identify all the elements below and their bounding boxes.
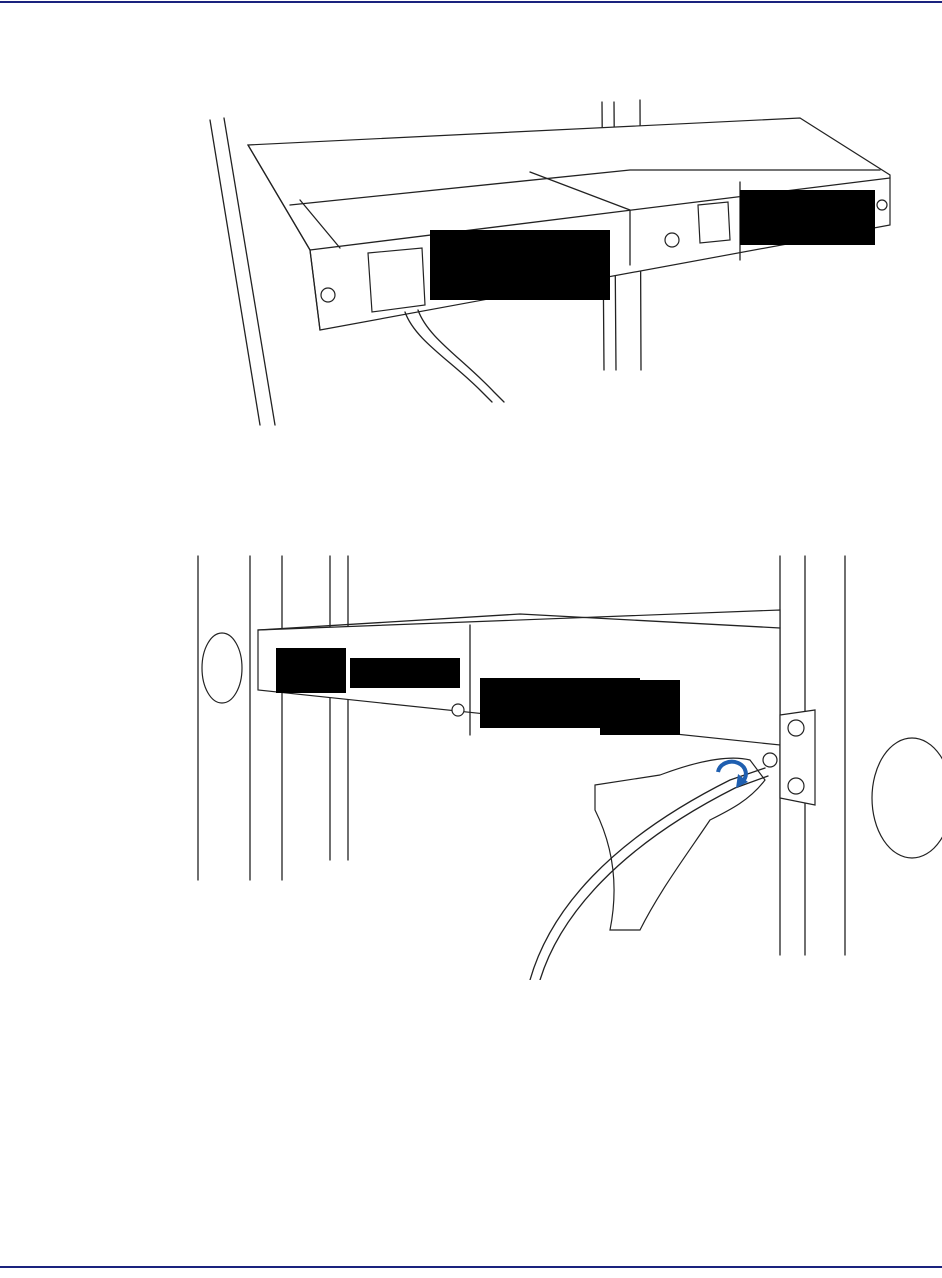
power-socket-2 xyxy=(698,202,730,243)
rack-rails xyxy=(198,556,942,955)
thumbscrew-right xyxy=(877,200,887,210)
power-cord xyxy=(405,310,504,402)
header-rule xyxy=(0,1,942,3)
hand-and-cable xyxy=(530,758,768,980)
thumbscrew-left xyxy=(321,288,335,302)
cable-tightening-illustration xyxy=(190,550,942,980)
footer-rule xyxy=(0,1266,942,1268)
chassis-rear xyxy=(248,118,890,330)
power-cord-illustration xyxy=(200,90,900,430)
thumbscrew xyxy=(763,753,777,767)
power-socket-1 xyxy=(368,248,425,312)
thumbscrew-mid xyxy=(665,233,679,247)
